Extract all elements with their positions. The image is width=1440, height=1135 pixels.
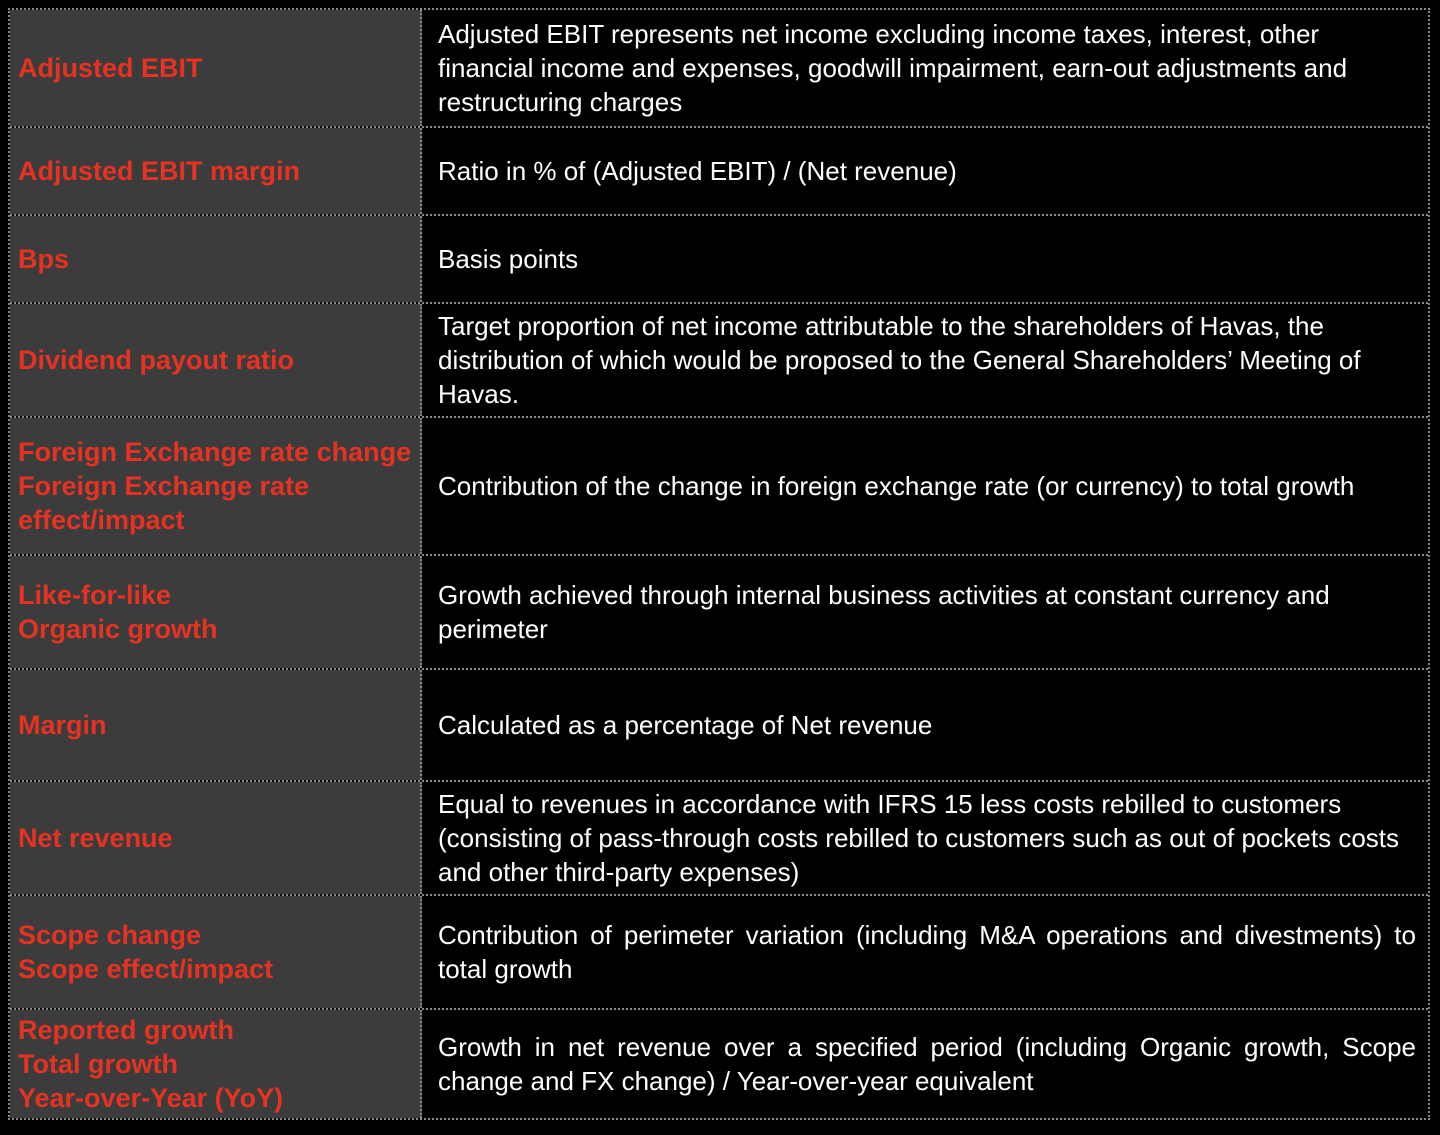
definition-cell xyxy=(422,782,1428,894)
definition-text: Basis points xyxy=(438,244,579,274)
term-cell xyxy=(10,128,422,214)
term-cell xyxy=(10,1010,422,1118)
glossary-table xyxy=(8,8,1430,1120)
definition-cell xyxy=(422,304,1428,416)
term-label: Dividend payout ratio xyxy=(18,345,295,375)
term-label: Net revenue xyxy=(18,823,173,853)
glossary-row-margin xyxy=(10,670,1428,782)
term-cell xyxy=(10,782,422,894)
term-cell xyxy=(10,216,422,302)
definition-text: Growth achieved through internal business activities at constant currency and perimeter xyxy=(438,580,1330,644)
term-label: Scope change xyxy=(18,920,202,950)
definition-text: Ratio in % of (Adjusted EBIT) / (Net revenue) xyxy=(438,156,957,186)
term-cell xyxy=(10,896,422,1008)
term-label: Scope effect/impact xyxy=(18,954,274,984)
term-label: Foreign Exchange rate change xyxy=(18,437,412,467)
term-cell xyxy=(10,556,422,668)
definition-text: Target proportion of net income attributable to the shareholders of Havas, the distribution of which would be proposed to the General Shareholders’ Meeting of Havas. xyxy=(438,311,1361,409)
glossary-row-scope-change xyxy=(10,896,1428,1010)
term-cell xyxy=(10,304,422,416)
definition-text: Contribution of the change in foreign exchange rate (or currency) to total growth xyxy=(438,471,1355,501)
glossary-row-foreign-exchange xyxy=(10,418,1428,556)
glossary-row-adjusted-ebit xyxy=(10,10,1428,128)
definition-cell xyxy=(422,556,1428,668)
term-label: Like-for-like xyxy=(18,580,172,610)
glossary-row-net-revenue xyxy=(10,782,1428,896)
definition-text: Growth in net revenue over a specified period (including Organic growth, Scope change and FX change) / Year-over-year equivalent xyxy=(438,1032,1416,1096)
definition-cell xyxy=(422,10,1428,126)
term-label: Year-over-Year (YoY) xyxy=(18,1083,284,1113)
term-cell xyxy=(10,670,422,780)
glossary-row-reported-growth xyxy=(10,1010,1428,1118)
definition-text: Contribution of perimeter variation (including M&A operations and divestments) to total growth xyxy=(438,920,1416,984)
definition-cell xyxy=(422,896,1428,1008)
definition-text: Equal to revenues in accordance with IFRS 15 less costs rebilled to customers (consisting of pass-through costs rebilled to customers such as out of pockets costs and other third-party expenses) xyxy=(438,789,1400,887)
definition-cell xyxy=(422,670,1428,780)
term-label: Foreign Exchange rate effect/impact xyxy=(18,471,310,535)
term-label: Margin xyxy=(18,710,107,740)
term-label: Reported growth xyxy=(18,1015,234,1045)
glossary-row-adjusted-ebit-margin xyxy=(10,128,1428,216)
term-cell xyxy=(10,10,422,126)
term-cell xyxy=(10,418,422,554)
definition-cell xyxy=(422,418,1428,554)
glossary-row-organic-growth xyxy=(10,556,1428,670)
term-label: Total growth xyxy=(18,1049,178,1079)
definition-text: Adjusted EBIT represents net income excluding income taxes, interest, other financial income and expenses, goodwill impairment, earn-out adjustments and restructuring charges xyxy=(438,19,1348,117)
definition-text: Calculated as a percentage of Net revenue xyxy=(438,710,933,740)
term-label: Adjusted EBIT margin xyxy=(18,156,301,186)
definition-cell xyxy=(422,1010,1428,1118)
definition-cell xyxy=(422,128,1428,214)
definition-cell xyxy=(422,216,1428,302)
glossary-row-bps xyxy=(10,216,1428,304)
term-label: Adjusted EBIT xyxy=(18,53,203,83)
glossary-row-dividend-payout-ratio xyxy=(10,304,1428,418)
term-label: Organic growth xyxy=(18,614,218,644)
term-label: Bps xyxy=(18,244,70,274)
